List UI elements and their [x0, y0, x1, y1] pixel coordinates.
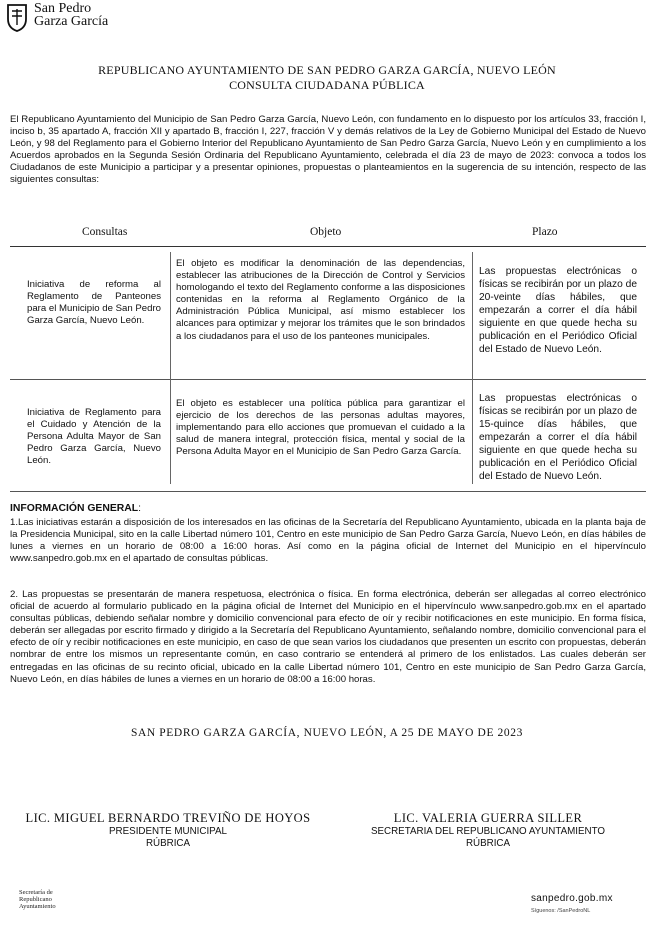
- table-column-divider: [170, 252, 171, 484]
- info-heading: INFORMACIÓN GENERAL:: [10, 503, 142, 514]
- place-and-date: SAN PEDRO GARZA GARCÍA, NUEVO LEÓN, A 25 DE MAYO DE 2023: [131, 727, 523, 739]
- table-cell-plazo: Las propuestas electrónicas o físicas se recibirán por un plazo de 20-veinte días hábiles, que empezarán a correr el día hábil siguiente en que quede hecha su publicación en el Periódico Oficial del Estado de Nuevo León.: [479, 266, 637, 355]
- document-subtitle: CONSULTA CIUDADANA PÚBLICA: [229, 78, 425, 92]
- logo-line-2: Garza García: [34, 14, 109, 29]
- municipal-logo: [6, 2, 108, 33]
- signatory-name: LIC. VALERIA GUERRA SILLER: [393, 811, 583, 825]
- table-row-divider: [10, 379, 646, 380]
- column-header-consultas: Consultas: [82, 226, 128, 238]
- logo-line-1: San Pedro: [34, 1, 92, 16]
- signatory-rubrica: RÚBRICA: [465, 838, 511, 849]
- signatory-role: SECRETARIA DEL REPUBLICANO AYUNTAMIENTO: [370, 826, 606, 837]
- intro-paragraph: El Republicano Ayuntamiento del Municipio de San Pedro Garza García, Nuevo León, con fundamento en lo dispuesto por los artículos 33, fracción I, inciso b, 35 apartado A, fracción XII y apartado B, fracción I, 227, fracción V y demás relativos de la Ley de Gobierno Municipal del Estado de Nuevo León, y 98 del Reglamento para el Gobierno Interior del Republicano Ayuntamiento de San Pedro Garza García, Nuevo León y en cumplimiento a los Acuerdos aprobados en la Segunda Sesión Ordinaria del Republicano Ayuntamiento, celebrada el día 23 de mayo de 2023: convoca a todos los Ciudadanos de este Municipio a participar y a presentar opiniones, propuestas o planteamientos en la sugerencia de su intención, respecto de las siguientes consultas:: [10, 114, 646, 186]
- shield-icon: [6, 3, 28, 33]
- table-cell-consulta: Iniciativa de reforma al Reglamento de Panteones para el Municipio de San Pedro Garza García, Nuevo León.: [27, 279, 161, 327]
- column-header-plazo: Plazo: [532, 226, 558, 238]
- footer-social: Síguenos: /SanPedroNL: [531, 908, 591, 914]
- signatory-role: PRESIDENTE MUNICIPAL: [109, 826, 227, 837]
- info-paragraph-1: 1.Las iniciativas estarán a disposición de los interesados en las oficinas de la Secretaría del Republicano Ayuntamiento, ubicada en la planta baja de la Presidencia Municipal, sito en la calle Libertad número 101, Centro en este municipio de San Pedro Garza García, Nuevo León, en días hábiles de lunes a viernes en un horario de 08:00 a 16:00 horas. Así como en la página oficial de Internet del Municipio en el hipervínculo www.sanpedro.gob.mx en el apartado de consultas públicas.: [10, 517, 646, 565]
- table-bottom-divider: [10, 491, 646, 492]
- footer-department: Secretaría de Republicano Ayuntamiento: [19, 889, 56, 911]
- signature-block-secretary: [338, 811, 638, 850]
- info-paragraph-2: 2. Las propuestas se presentarán de manera respetuosa, electrónica o física. En forma electrónica, deberán ser allegadas al correo electrónico oficial de acuerdo al formulario publicado en la página oficial de Internet del Municipio en el hipervínculo www.sanpedro.gob.mx en el apartado consultas públicas, debiendo señalar nombre y domicilio convencional para efecto de oír y recibir notificaciones en este municipio. En forma física, deberán ser allegadas por escrito firmado y dirigido a la Secretaría del Republicano Ayuntamiento, señalando nombre, domicilio convencional para el efecto de oír y recibir notificaciones en este municipio, en caso de que sean varios los ciudadanos que presenten un escrito con propuestas, deberán nombrar de entre los mismos un representante común, en caso contrario se entenderá al primero de los enlistados. Las cuales deberán ser entregadas en las oficinas de su recinto oficial, ubicado en la calle Libertad número 101, Centro en este municipio de San Pedro Garza García, Nuevo León, en días hábiles de lunes a viernes en un horario de 08:00 a 16:00 horas.: [10, 589, 646, 685]
- table-cell-plazo: Las propuestas electrónicas o físicas se recibirán por un plazo de 15-quince días hábiles, que empezarán a correr el día hábil siguiente en que quede hecha su publicación en el Periódico Oficial del Estado de Nuevo León.: [479, 393, 637, 482]
- table-header-divider: [10, 246, 646, 247]
- table-cell-objeto: El objeto es modificar la denominación de las dependencias, establecer las atribuciones de la Dirección de Control y Servicios homologando el texto del Reglamento conforme a las disposiciones contenidas en la reforma al Reglamento Orgánico de la Administración Pública Municipal, así mismo establecer los alcances para optimizar y mejorar los trámites que le son brindados a los ciudadanos para el uso de los panteones municipales.: [176, 258, 465, 342]
- document-title: REPUBLICANO AYUNTAMIENTO DE SAN PEDRO GARZA GARCÍA, NUEVO LEÓN: [98, 63, 556, 77]
- footer-website: sanpedro.gob.mx: [531, 893, 613, 904]
- signatory-rubrica: RÚBRICA: [145, 838, 191, 849]
- table-column-divider: [472, 252, 473, 484]
- signatory-name: LIC. MIGUEL BERNARDO TREVIÑO DE HOYOS: [25, 811, 311, 825]
- signature-block-president: [10, 811, 326, 850]
- table-cell-consulta: Iniciativa de Reglamento para el Cuidado y Atención de la Persona Adulta Mayor de San Pedro Garza García, Nuevo León.: [27, 407, 161, 467]
- table-cell-objeto: El objeto es establecer una política pública para garantizar el ejercicio de los derechos de las personas adultas mayores, implementando para ello acciones que promuevan el cuidado a la salud de manera integral, protección física, mental y social de la Persona Adulta Mayor en el Municipio de San Pedro Garza García.: [176, 398, 465, 458]
- column-header-objeto: Objeto: [310, 226, 342, 238]
